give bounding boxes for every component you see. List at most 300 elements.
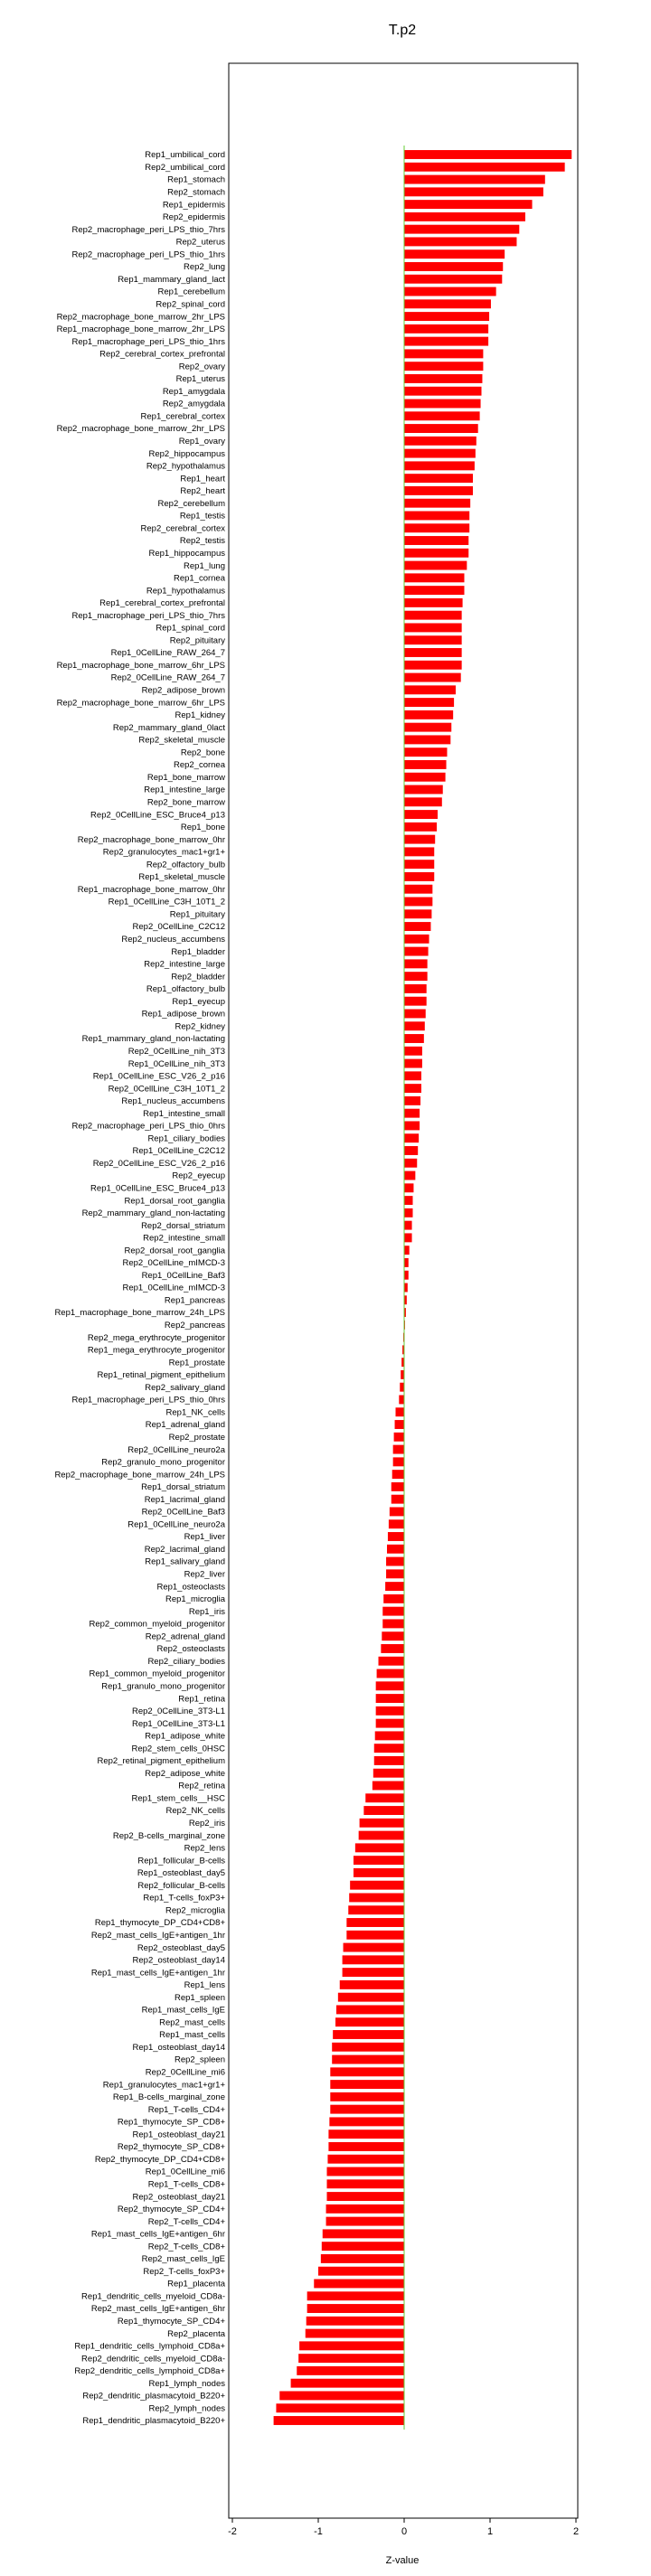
- category-label: Rep1_dendritic_cells_myeloid_CD8a-: [81, 2291, 225, 2302]
- category-label: Rep2_thymocyte_SP_CD8+: [117, 2142, 225, 2153]
- bar: [404, 1071, 421, 1080]
- bar: [376, 1706, 404, 1716]
- bar: [404, 249, 505, 259]
- category-label: Rep1_macrophage_bone_marrow_2hr_LPS: [56, 324, 225, 335]
- category-label: Rep2_dendritic_cells_lymphoid_CD8a+: [74, 2366, 225, 2377]
- bar: [404, 885, 432, 894]
- bar: [376, 1719, 404, 1728]
- x-axis: [228, 2518, 579, 2537]
- category-label: Rep1_cerebral_cortex_prefrontal: [99, 598, 225, 609]
- bar: [322, 2242, 404, 2251]
- bar: [381, 1644, 404, 1653]
- category-label: Rep2_dorsal_root_ganglia: [124, 1246, 225, 1256]
- category-label: Rep1_0CellLine_RAW_264_7: [110, 648, 225, 659]
- category-label: Rep2_macrophage_bone_marrow_6hr_LPS: [56, 698, 225, 709]
- category-label: Rep2_heart: [180, 486, 225, 497]
- category-label: Rep2_microglia: [165, 1905, 225, 1916]
- category-label: Rep2_epidermis: [162, 212, 225, 223]
- category-label: Rep2_cerebral_cortex: [140, 523, 225, 534]
- bar: [404, 984, 427, 993]
- bar: [346, 1931, 404, 1940]
- category-label: Rep2_granulo_mono_progenitor: [101, 1457, 225, 1468]
- category-label: Rep1_microglia: [165, 1594, 225, 1605]
- bar: [396, 1407, 405, 1416]
- bar: [374, 1756, 404, 1765]
- bar: [404, 1183, 413, 1192]
- category-label: Rep1_osteoclasts: [156, 1582, 225, 1593]
- bar: [404, 461, 475, 470]
- category-label: Rep1_testis: [179, 511, 225, 522]
- category-label: Rep1_dorsal_striatum: [141, 1482, 225, 1493]
- category-label: Rep1_eyecup: [172, 996, 225, 1007]
- category-label: Rep1_thymocyte_SP_CD8+: [117, 2117, 225, 2128]
- bar: [332, 2043, 404, 2052]
- bar: [307, 2317, 404, 2326]
- bar: [404, 1159, 417, 1168]
- category-label: Rep1_mast_cells_IgE+antigen_6hr: [90, 2229, 225, 2240]
- bar: [404, 860, 434, 869]
- bar: [404, 872, 434, 881]
- category-label: Rep2_cerebellum: [157, 498, 225, 509]
- category-label: Rep1_cerebral_cortex: [140, 411, 225, 422]
- category-label: Rep2_mega_erythrocyte_progenitor: [87, 1332, 225, 1343]
- category-label: Rep2_0CellLine_C2C12: [132, 922, 225, 933]
- bar: [390, 1507, 404, 1516]
- bar: [404, 200, 533, 209]
- x-tick-label: 0: [401, 2526, 408, 2537]
- category-label: Rep2_osteoblast_day14: [132, 1955, 225, 1966]
- bar: [307, 2304, 404, 2313]
- bar: [404, 424, 478, 433]
- category-label: Rep1_nucleus_accumbens: [121, 1096, 225, 1107]
- bar: [330, 2067, 404, 2076]
- category-label: Rep2_0CellLine_mIMCD-3: [122, 1258, 225, 1269]
- category-label: Rep1_stem_cells__HSC: [131, 1793, 225, 1804]
- category-label: Rep2_mast_cells_IgE+antigen_1hr: [90, 1930, 225, 1941]
- bar: [333, 2030, 404, 2039]
- category-label: Rep1_0CellLine_ESC_Bruce4_p13: [90, 1183, 225, 1194]
- bar: [404, 586, 465, 595]
- category-label: Rep1_spinal_cord: [156, 623, 225, 634]
- bar: [330, 2092, 404, 2101]
- category-label: Rep1_ovary: [178, 437, 225, 447]
- bar: [354, 1868, 404, 1877]
- bar: [374, 1744, 404, 1753]
- x-axis-label: Z-value: [385, 2555, 420, 2566]
- bar: [404, 773, 446, 782]
- category-label: Rep1_common_myeloid_progenitor: [89, 1669, 225, 1679]
- bar: [404, 1109, 420, 1118]
- bar: [404, 150, 571, 159]
- bar: [404, 324, 488, 334]
- category-label: Rep1_salivary_gland: [145, 1556, 225, 1567]
- bar: [404, 635, 462, 644]
- category-label: Rep1_macrophage_bone_marrow_0hr: [77, 884, 225, 895]
- category-label: Rep2_0CellLine_ESC_V26_2_p16: [92, 1158, 225, 1169]
- category-label: Rep1_hypothalamus: [146, 586, 225, 597]
- bar: [404, 474, 473, 483]
- category-label: Rep1_heart: [180, 474, 225, 484]
- category-label: Rep2_T-cells_CD4+: [147, 2216, 225, 2227]
- bar: [389, 1519, 404, 1528]
- category-label: Rep1_0CellLine_3T3-L1: [132, 1718, 225, 1729]
- category-label: Rep1_ciliary_bodies: [147, 1133, 225, 1144]
- category-label: Rep2_macrophage_peri_LPS_thio_1hrs: [71, 249, 225, 260]
- category-label: Rep2_macrophage_peri_LPS_thio_7hrs: [71, 224, 225, 235]
- category-label: Rep2_B-cells_marginal_zone: [112, 1830, 225, 1841]
- bar: [276, 2403, 404, 2412]
- category-label: Rep2_salivary_gland: [145, 1382, 225, 1393]
- bar: [404, 673, 461, 682]
- category-label: Rep2_macrophage_bone_marrow_2hr_LPS: [56, 312, 225, 323]
- category-label: Rep2_mammary_gland_non-lactating: [81, 1208, 225, 1219]
- category-label: Rep1_follicular_B-cells: [137, 1856, 225, 1866]
- category-label: Rep2_prostate: [168, 1432, 225, 1443]
- category-label: Rep2_mast_cells: [159, 2017, 225, 2028]
- category-label: Rep2_ciliary_bodies: [147, 1656, 225, 1667]
- bar: [344, 1943, 404, 1952]
- bar: [365, 1793, 404, 1802]
- bar: [404, 1271, 409, 1280]
- category-label: Rep1_intestine_large: [144, 785, 225, 795]
- category-label: Rep1_olfactory_bulb: [146, 984, 225, 995]
- category-label: Rep2_mast_cells_IgE+antigen_6hr: [90, 2304, 225, 2315]
- bar: [355, 1843, 404, 1852]
- category-label: Rep2_spinal_cord: [156, 299, 225, 310]
- bar: [399, 1396, 404, 1405]
- bar: [346, 1918, 404, 1927]
- bar: [382, 1607, 404, 1616]
- category-label: Rep2_thymocyte_DP_CD4+CD8+: [94, 2154, 225, 2165]
- bar: [392, 1495, 404, 1504]
- category-label: Rep2_osteoclasts: [156, 1644, 225, 1655]
- bar: [377, 1669, 404, 1678]
- bar: [291, 2379, 404, 2388]
- category-label: Rep2_lacrimal_gland: [144, 1544, 225, 1555]
- bar: [404, 212, 525, 221]
- bar: [382, 1619, 404, 1628]
- bar: [404, 947, 429, 956]
- bar: [404, 835, 435, 844]
- category-label: Rep1_dendritic_plasmacytoid_B220+: [82, 2416, 225, 2427]
- category-label: Rep2_hypothalamus: [146, 461, 225, 472]
- category-label: Rep2_adipose_brown: [141, 685, 225, 696]
- x-tick-label: -2: [228, 2526, 237, 2537]
- bar: [400, 1383, 404, 1392]
- category-label: Rep1_mammary_gland_non-lactating: [81, 1034, 225, 1045]
- category-label: Rep2_dorsal_striatum: [141, 1220, 225, 1231]
- category-label: Rep2_0CellLine_nih_3T3: [127, 1046, 225, 1057]
- category-label: Rep1_kidney: [175, 710, 225, 721]
- category-label: Rep2_lymph_nodes: [148, 2403, 225, 2414]
- bar: [404, 561, 467, 570]
- category-label: Rep1_macrophage_bone_marrow_6hr_LPS: [56, 660, 225, 671]
- bar: [328, 2142, 404, 2151]
- bar: [404, 959, 428, 968]
- bar: [404, 623, 462, 632]
- category-label: Rep1_0CellLine_mi6: [145, 2167, 225, 2177]
- bar: [404, 810, 438, 819]
- bar: [373, 1769, 404, 1778]
- bar: [404, 935, 429, 944]
- category-label: Rep1_0CellLine_nih_3T3: [127, 1058, 225, 1069]
- category-label: Rep1_hippocampus: [148, 548, 225, 559]
- category-label: Rep2_macrophage_bone_marrow_2hr_LPS: [56, 424, 225, 435]
- bar: [404, 512, 469, 521]
- category-label: Rep1_osteoblast_day5: [137, 1868, 225, 1879]
- category-label: Rep1_retina: [178, 1694, 225, 1705]
- category-label: Rep2_amygdala: [162, 399, 225, 409]
- bar: [404, 1283, 408, 1293]
- category-label: Rep1_granulocytes_mac1+gr1+: [102, 2080, 225, 2091]
- bar: [404, 909, 431, 918]
- bar: [404, 1059, 422, 1068]
- bar: [404, 449, 476, 458]
- bar: [297, 2366, 404, 2375]
- category-label: Rep1_placenta: [167, 2279, 225, 2289]
- category-label: Rep2_placenta: [167, 2328, 225, 2339]
- category-label: Rep2_cornea: [173, 760, 225, 771]
- category-label: Rep2_osteoblast_day5: [137, 1942, 225, 1953]
- category-label: Rep1_liver: [184, 1532, 225, 1543]
- bar: [404, 898, 432, 907]
- bar: [404, 997, 427, 1006]
- bar: [404, 1096, 420, 1105]
- category-label: Rep2_eyecup: [172, 1170, 225, 1181]
- bar: [363, 1806, 404, 1815]
- x-tick-label: -1: [314, 2526, 323, 2537]
- category-label: Rep2_stem_cells_0HSC: [131, 1744, 225, 1754]
- bar: [299, 2341, 404, 2350]
- category-label: Rep1_pituitary: [169, 909, 225, 920]
- category-label: Rep2_spleen: [175, 2054, 225, 2065]
- category-label: Rep1_adipose_brown: [141, 1009, 225, 1020]
- bar: [404, 1121, 420, 1130]
- category-label: Rep1_dorsal_root_ganglia: [124, 1196, 225, 1207]
- category-label: Rep2_macrophage_peri_LPS_thio_0hrs: [71, 1121, 225, 1132]
- bar: [329, 2117, 404, 2126]
- bar: [404, 486, 473, 495]
- bar: [404, 312, 489, 321]
- category-label: Rep1_pancreas: [164, 1295, 225, 1306]
- category-label: Rep2_common_myeloid_progenitor: [89, 1619, 225, 1630]
- bar: [327, 2192, 405, 2201]
- category-label: Rep2_macrophage_bone_marrow_24h_LPS: [54, 1470, 225, 1481]
- bar: [404, 922, 430, 931]
- bar: [404, 797, 442, 806]
- bar: [387, 1545, 404, 1554]
- bar: [404, 710, 453, 719]
- category-label: Rep1_retinal_pigment_epithelium: [97, 1370, 225, 1381]
- category-label: Rep1_0CellLine_C3H_10T1_2: [108, 897, 225, 907]
- bar: [404, 648, 462, 657]
- bar: [404, 847, 434, 856]
- bar: [314, 2280, 404, 2289]
- bar: [404, 287, 496, 296]
- category-label: Rep2_lung: [184, 262, 225, 273]
- bar: [354, 1856, 404, 1865]
- category-label: Rep1_0CellLine_mIMCD-3: [122, 1283, 225, 1293]
- category-label: Rep1_lung: [184, 560, 225, 571]
- bar: [328, 2129, 404, 2139]
- bar: [404, 1146, 418, 1155]
- bar: [404, 549, 468, 558]
- category-label: Rep1_mast_cells_IgE+antigen_1hr: [90, 1968, 225, 1979]
- category-label: Rep2_0CellLine_C3H_10T1_2: [108, 1084, 225, 1095]
- bar: [404, 225, 519, 234]
- category-label: Rep1_bone_marrow: [146, 772, 225, 783]
- category-label: Rep2_dendritic_plasmacytoid_B220+: [82, 2391, 225, 2402]
- bar: [393, 1445, 404, 1454]
- category-label: Rep1_0CellLine_ESC_V26_2_p16: [92, 1071, 225, 1082]
- category-label: Rep1_granulo_mono_progenitor: [101, 1681, 225, 1692]
- category-label: Rep1_0CellLine_Baf3: [141, 1270, 225, 1281]
- category-label: Rep1_0CellLine_neuro2a: [127, 1519, 225, 1530]
- category-label: Rep1_T-cells_CD8+: [147, 2179, 225, 2190]
- bar: [404, 362, 483, 371]
- category-label: Rep2_0CellLine_RAW_264_7: [110, 672, 225, 683]
- category-label: Rep1_spleen: [175, 1992, 225, 2003]
- bar: [335, 2017, 404, 2026]
- bar: [404, 523, 469, 532]
- category-label: Rep2_0CellLine_mi6: [145, 2067, 225, 2078]
- category-label: Rep2_ovary: [178, 362, 225, 372]
- category-label: Rep2_T-cells_foxP3+: [143, 2266, 225, 2277]
- bar: [340, 1980, 404, 1989]
- category-label: Rep2_uterus: [175, 237, 225, 248]
- category-label: Rep2_skeletal_muscle: [138, 735, 225, 746]
- bar: [404, 349, 483, 358]
- bar: [321, 2254, 404, 2263]
- bar: [395, 1420, 404, 1429]
- category-label: Rep2_granulocytes_mac1+gr1+: [102, 847, 225, 858]
- category-label: Rep1_lymph_nodes: [148, 2378, 225, 2389]
- category-label: Rep2_retina: [178, 1781, 225, 1791]
- bar: [392, 1482, 404, 1491]
- category-label: Rep1_mast_cells: [159, 2030, 225, 2041]
- category-label: Rep2_adrenal_gland: [145, 1631, 225, 1642]
- bar: [404, 1196, 413, 1205]
- bar: [343, 1968, 404, 1977]
- category-label: Rep2_liver: [184, 1569, 225, 1580]
- bar: [404, 785, 443, 794]
- category-label: Rep2_0CellLine_3T3-L1: [132, 1706, 225, 1717]
- category-label: Rep2_mammary_gland_0lact: [112, 722, 225, 733]
- bar: [392, 1470, 404, 1479]
- category-label: Rep2_iris: [188, 1819, 225, 1829]
- bar: [375, 1731, 404, 1740]
- category-label: Rep1_uterus: [175, 374, 225, 385]
- bar: [404, 735, 450, 744]
- category-label: Rep1_skeletal_muscle: [138, 872, 225, 883]
- bar: [383, 1594, 404, 1603]
- bar: [376, 1694, 404, 1703]
- category-label: Rep2_olfactory_bulb: [146, 860, 225, 870]
- category-label: Rep2_stomach: [167, 187, 225, 198]
- category-label: Rep2_mast_cells_IgE: [141, 2254, 225, 2265]
- category-label: Rep1_macrophage_peri_LPS_thio_7hrs: [71, 610, 225, 621]
- bar: [298, 2354, 404, 2363]
- bars-layer: [274, 150, 572, 2425]
- category-label: Rep2_pancreas: [164, 1321, 225, 1331]
- bar: [359, 1831, 404, 1840]
- category-label: Rep1_lens: [184, 1980, 225, 1991]
- bar: [404, 275, 502, 284]
- bar: [404, 437, 476, 446]
- bar: [404, 760, 447, 769]
- category-label: Rep1_cornea: [173, 573, 225, 584]
- bar: [404, 262, 503, 271]
- bar: [404, 387, 482, 396]
- bar: [404, 1034, 424, 1043]
- bar: [349, 1894, 404, 1903]
- category-label: Rep1_NK_cells: [165, 1407, 225, 1418]
- bar: [386, 1569, 404, 1578]
- category-label: Rep1_adipose_white: [145, 1731, 225, 1742]
- category-label: Rep1_epidermis: [162, 200, 225, 211]
- bar: [330, 2080, 404, 2089]
- bar: [274, 2416, 404, 2425]
- bar: [404, 536, 468, 545]
- category-label: Rep1_cerebellum: [157, 287, 225, 297]
- bar: [404, 1221, 412, 1230]
- bar: [360, 1819, 404, 1828]
- category-label: Rep2_lens: [184, 1843, 225, 1854]
- bar: [404, 598, 463, 607]
- bar: [279, 2391, 404, 2400]
- category-label: Rep2_hippocampus: [148, 448, 225, 459]
- bar: [404, 187, 543, 196]
- bar: [404, 1208, 413, 1217]
- category-labels: [54, 150, 225, 2426]
- category-label: Rep1_thymocyte_SP_CD4+: [117, 2317, 225, 2327]
- bar: [350, 1881, 404, 1890]
- category-label: Rep2_intestine_small: [143, 1233, 225, 1244]
- bar: [404, 411, 480, 420]
- bar: [385, 1582, 404, 1591]
- category-label: Rep1_bone: [180, 823, 225, 833]
- bar: [379, 1657, 405, 1666]
- bar: [306, 2329, 404, 2338]
- category-label: Rep2_adipose_white: [145, 1768, 225, 1779]
- category-label: Rep1_iris: [188, 1606, 225, 1617]
- bar: [404, 1021, 425, 1030]
- bar: [323, 2229, 404, 2238]
- bar: [326, 2205, 404, 2214]
- bar: [318, 2267, 404, 2276]
- category-label: Rep2_bladder: [171, 972, 225, 982]
- bar: [373, 1782, 404, 1791]
- bar: [404, 374, 482, 383]
- category-label: Rep2_bone: [180, 747, 225, 758]
- category-label: Rep2_testis: [179, 536, 225, 547]
- bar: [327, 2179, 405, 2188]
- category-label: Rep1_mast_cells_IgE: [141, 2005, 225, 2016]
- category-label: Rep2_dendritic_cells_myeloid_CD8a-: [81, 2354, 225, 2364]
- bar: [404, 698, 454, 707]
- bar: [404, 1009, 426, 1018]
- bar: [404, 823, 437, 832]
- category-label: Rep2_retinal_pigment_epithelium: [97, 1756, 225, 1767]
- bar: [404, 747, 448, 757]
- bar: [330, 2105, 404, 2114]
- chart-title: T.p2: [388, 23, 417, 38]
- bar: [404, 337, 488, 346]
- bar: [404, 685, 456, 694]
- category-label: Rep1_prostate: [168, 1358, 225, 1368]
- bar: [343, 1955, 404, 1964]
- category-label: Rep2_follicular_B-cells: [137, 1880, 225, 1891]
